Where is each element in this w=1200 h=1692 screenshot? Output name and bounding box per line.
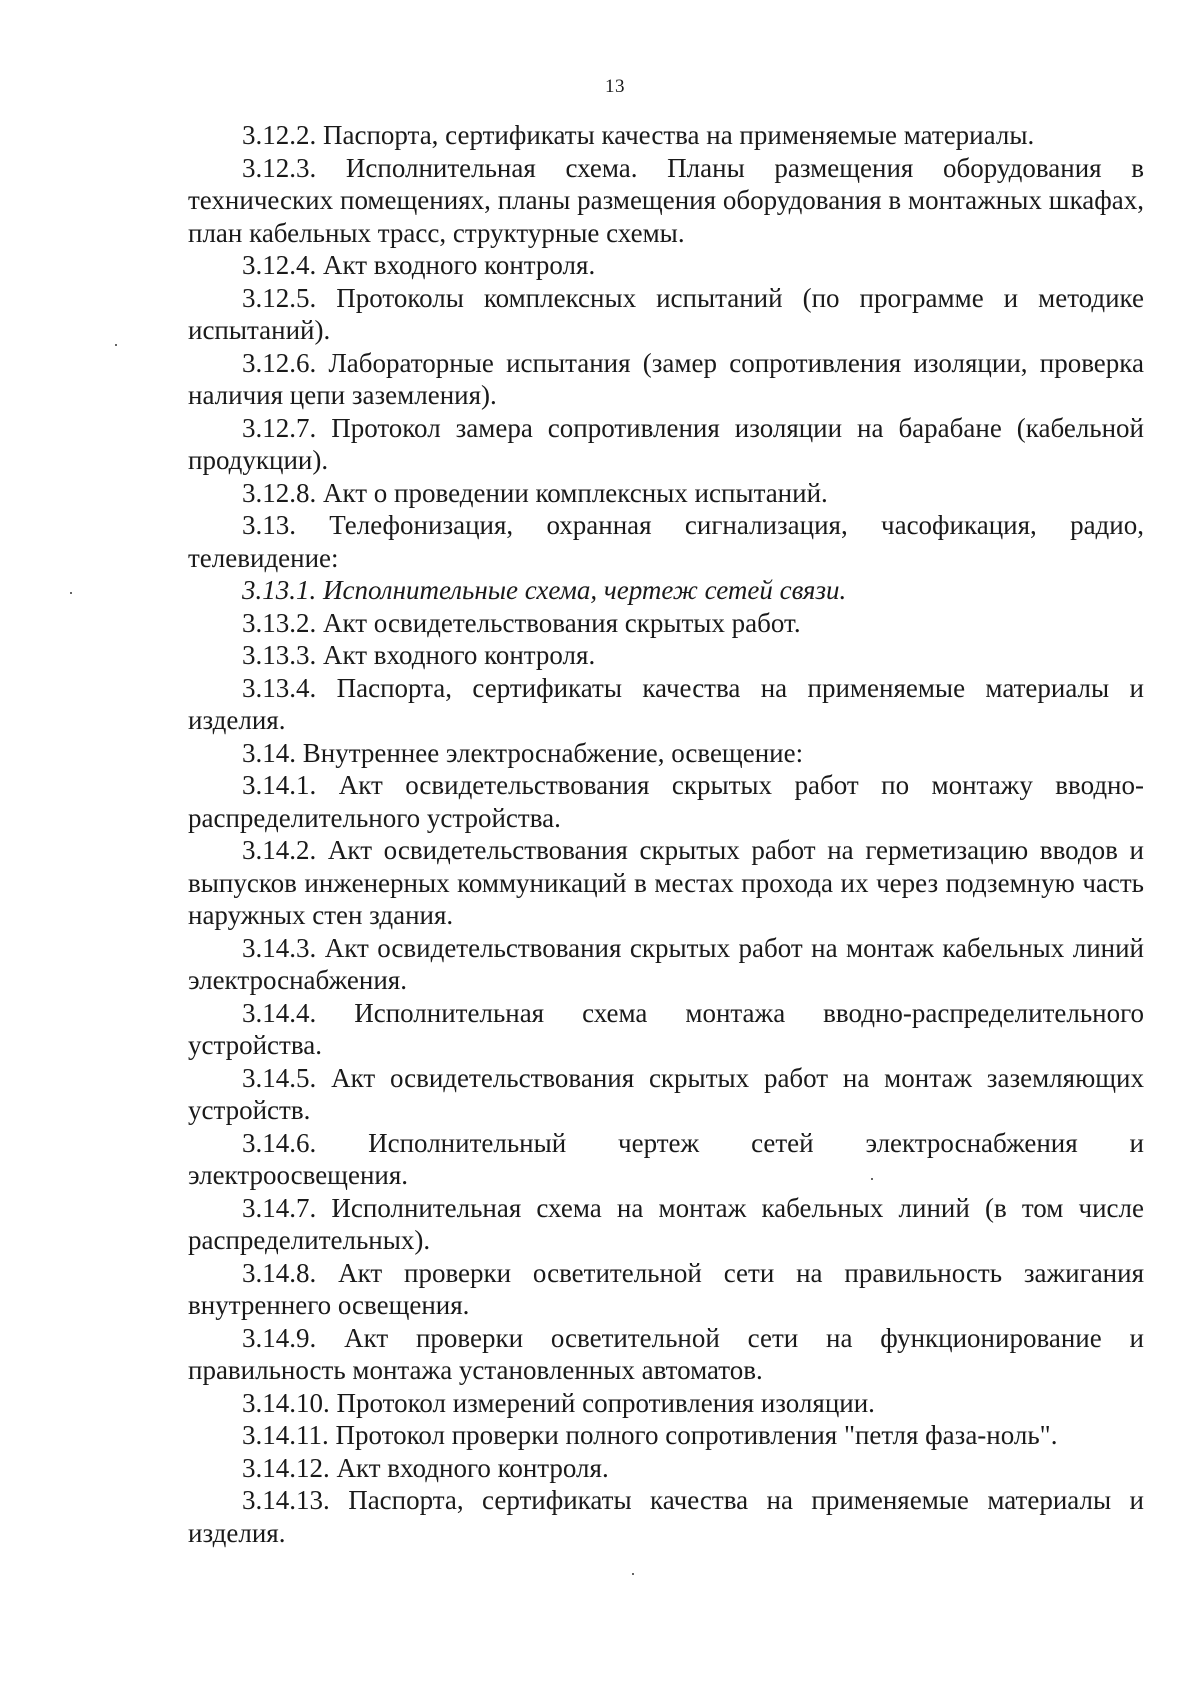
paragraph-3-14-10: 3.14.10. Протокол измерений сопротивления изоляции. xyxy=(242,1387,875,1418)
paragraph-3-14-11: 3.14.11. Протокол проверки полного сопротивления "петля фаза-ноль". xyxy=(242,1420,1058,1450)
paragraph-3-12-2: 3.12.2. Паспорта, сертификаты качества на применяемые материалы. xyxy=(242,120,1035,150)
paragraph-3-14-13: 3.14.13. Паспорта, сертификаты качества на применяемые материалы и изделия. xyxy=(188,1485,1144,1548)
paragraph-3-12-6: 3.12.6. Лабораторные испытания (замер сопротивления изоляции, проверка наличия цепи заземления). xyxy=(188,347,1144,410)
paragraph-3-14-1: 3.14.1. Акт освидетельствования скрытых работ по монтажу вводно-распределительного устройства. xyxy=(188,770,1144,833)
paragraph-3-14-3: 3.14.3. Акт освидетельствования скрытых работ на монтаж кабельных линий электроснабжения. xyxy=(188,932,1144,995)
paragraph-3-14-9: 3.14.9. Акт проверки осветительной сети на функционирование и правильность монтажа установленных автоматов. xyxy=(188,1322,1144,1385)
document-body xyxy=(188,119,1144,1549)
paragraph-3-14-12: 3.14.12. Акт входного контроля. xyxy=(242,1452,609,1483)
paragraph-3-12-5: 3.12.5. Протоколы комплексных испытаний (по программе и методике испытаний). xyxy=(188,282,1144,345)
paragraph-3-12-4: 3.12.4. Акт входного контроля. xyxy=(242,250,596,280)
paragraph-3-14-4: 3.14.4. Исполнительная схема монтажа вводно-распределительного устройства. xyxy=(188,997,1144,1060)
paragraph-3-13-2: 3.13.2. Акт освидетельствования скрытых работ. xyxy=(242,607,801,638)
paragraph-3-12-3: 3.12.3. Исполнительная схема. Планы размещения оборудования в технических помещениях, планы размещения оборудования в монтажных шкафах, план кабельных трасс, структурные схемы. xyxy=(188,152,1144,248)
paragraph-3-12-7: 3.12.7. Протокол замера сопротивления изоляции на барабане (кабельной продукции). xyxy=(188,412,1144,475)
paragraph-3-13: 3.13. Телефонизация, охранная сигнализация, часофикация, радио, телевидение: xyxy=(188,510,1144,573)
paragraph-3-14-6: 3.14.6. Исполнительный чертеж сетей электроснабжения и электроосвещения. xyxy=(188,1127,1144,1190)
paragraph-3-12-8: 3.12.8. Акт о проведении комплексных испытаний. xyxy=(242,477,828,508)
scan-speck xyxy=(115,344,117,346)
paragraph-3-14-5: 3.14.5. Акт освидетельствования скрытых работ на монтаж заземляющих устройств. xyxy=(188,1062,1144,1125)
paragraph-3-14-8: 3.14.8. Акт проверки осветительной сети на правильность зажигания внутреннего освещения. xyxy=(188,1257,1144,1320)
paragraph-3-13-3: 3.13.3. Акт входного контроля. xyxy=(242,640,596,670)
scan-speck xyxy=(632,1573,634,1575)
paragraph-3-14-2: 3.14.2. Акт освидетельствования скрытых работ на герметизацию вводов и выпусков инженерных коммуникаций в местах прохода их через подземную часть наружных стен здания. xyxy=(188,835,1144,930)
paragraph-3-14-7: 3.14.7. Исполнительная схема на монтаж кабельных линий (в том числе распределительных). xyxy=(188,1192,1144,1255)
paragraph-3-14: 3.14. Внутреннее электроснабжение, освещение: xyxy=(242,737,804,768)
paragraph-3-13-1: 3.13.1. Исполнительные схема, чертеж сетей связи. xyxy=(242,575,847,605)
page-number: 13 xyxy=(605,76,625,97)
paragraph-3-13-4: 3.13.4. Паспорта, сертификаты качества на применяемые материалы и изделия. xyxy=(188,672,1144,735)
scan-speck xyxy=(70,592,72,594)
scan-speck xyxy=(871,1178,873,1180)
